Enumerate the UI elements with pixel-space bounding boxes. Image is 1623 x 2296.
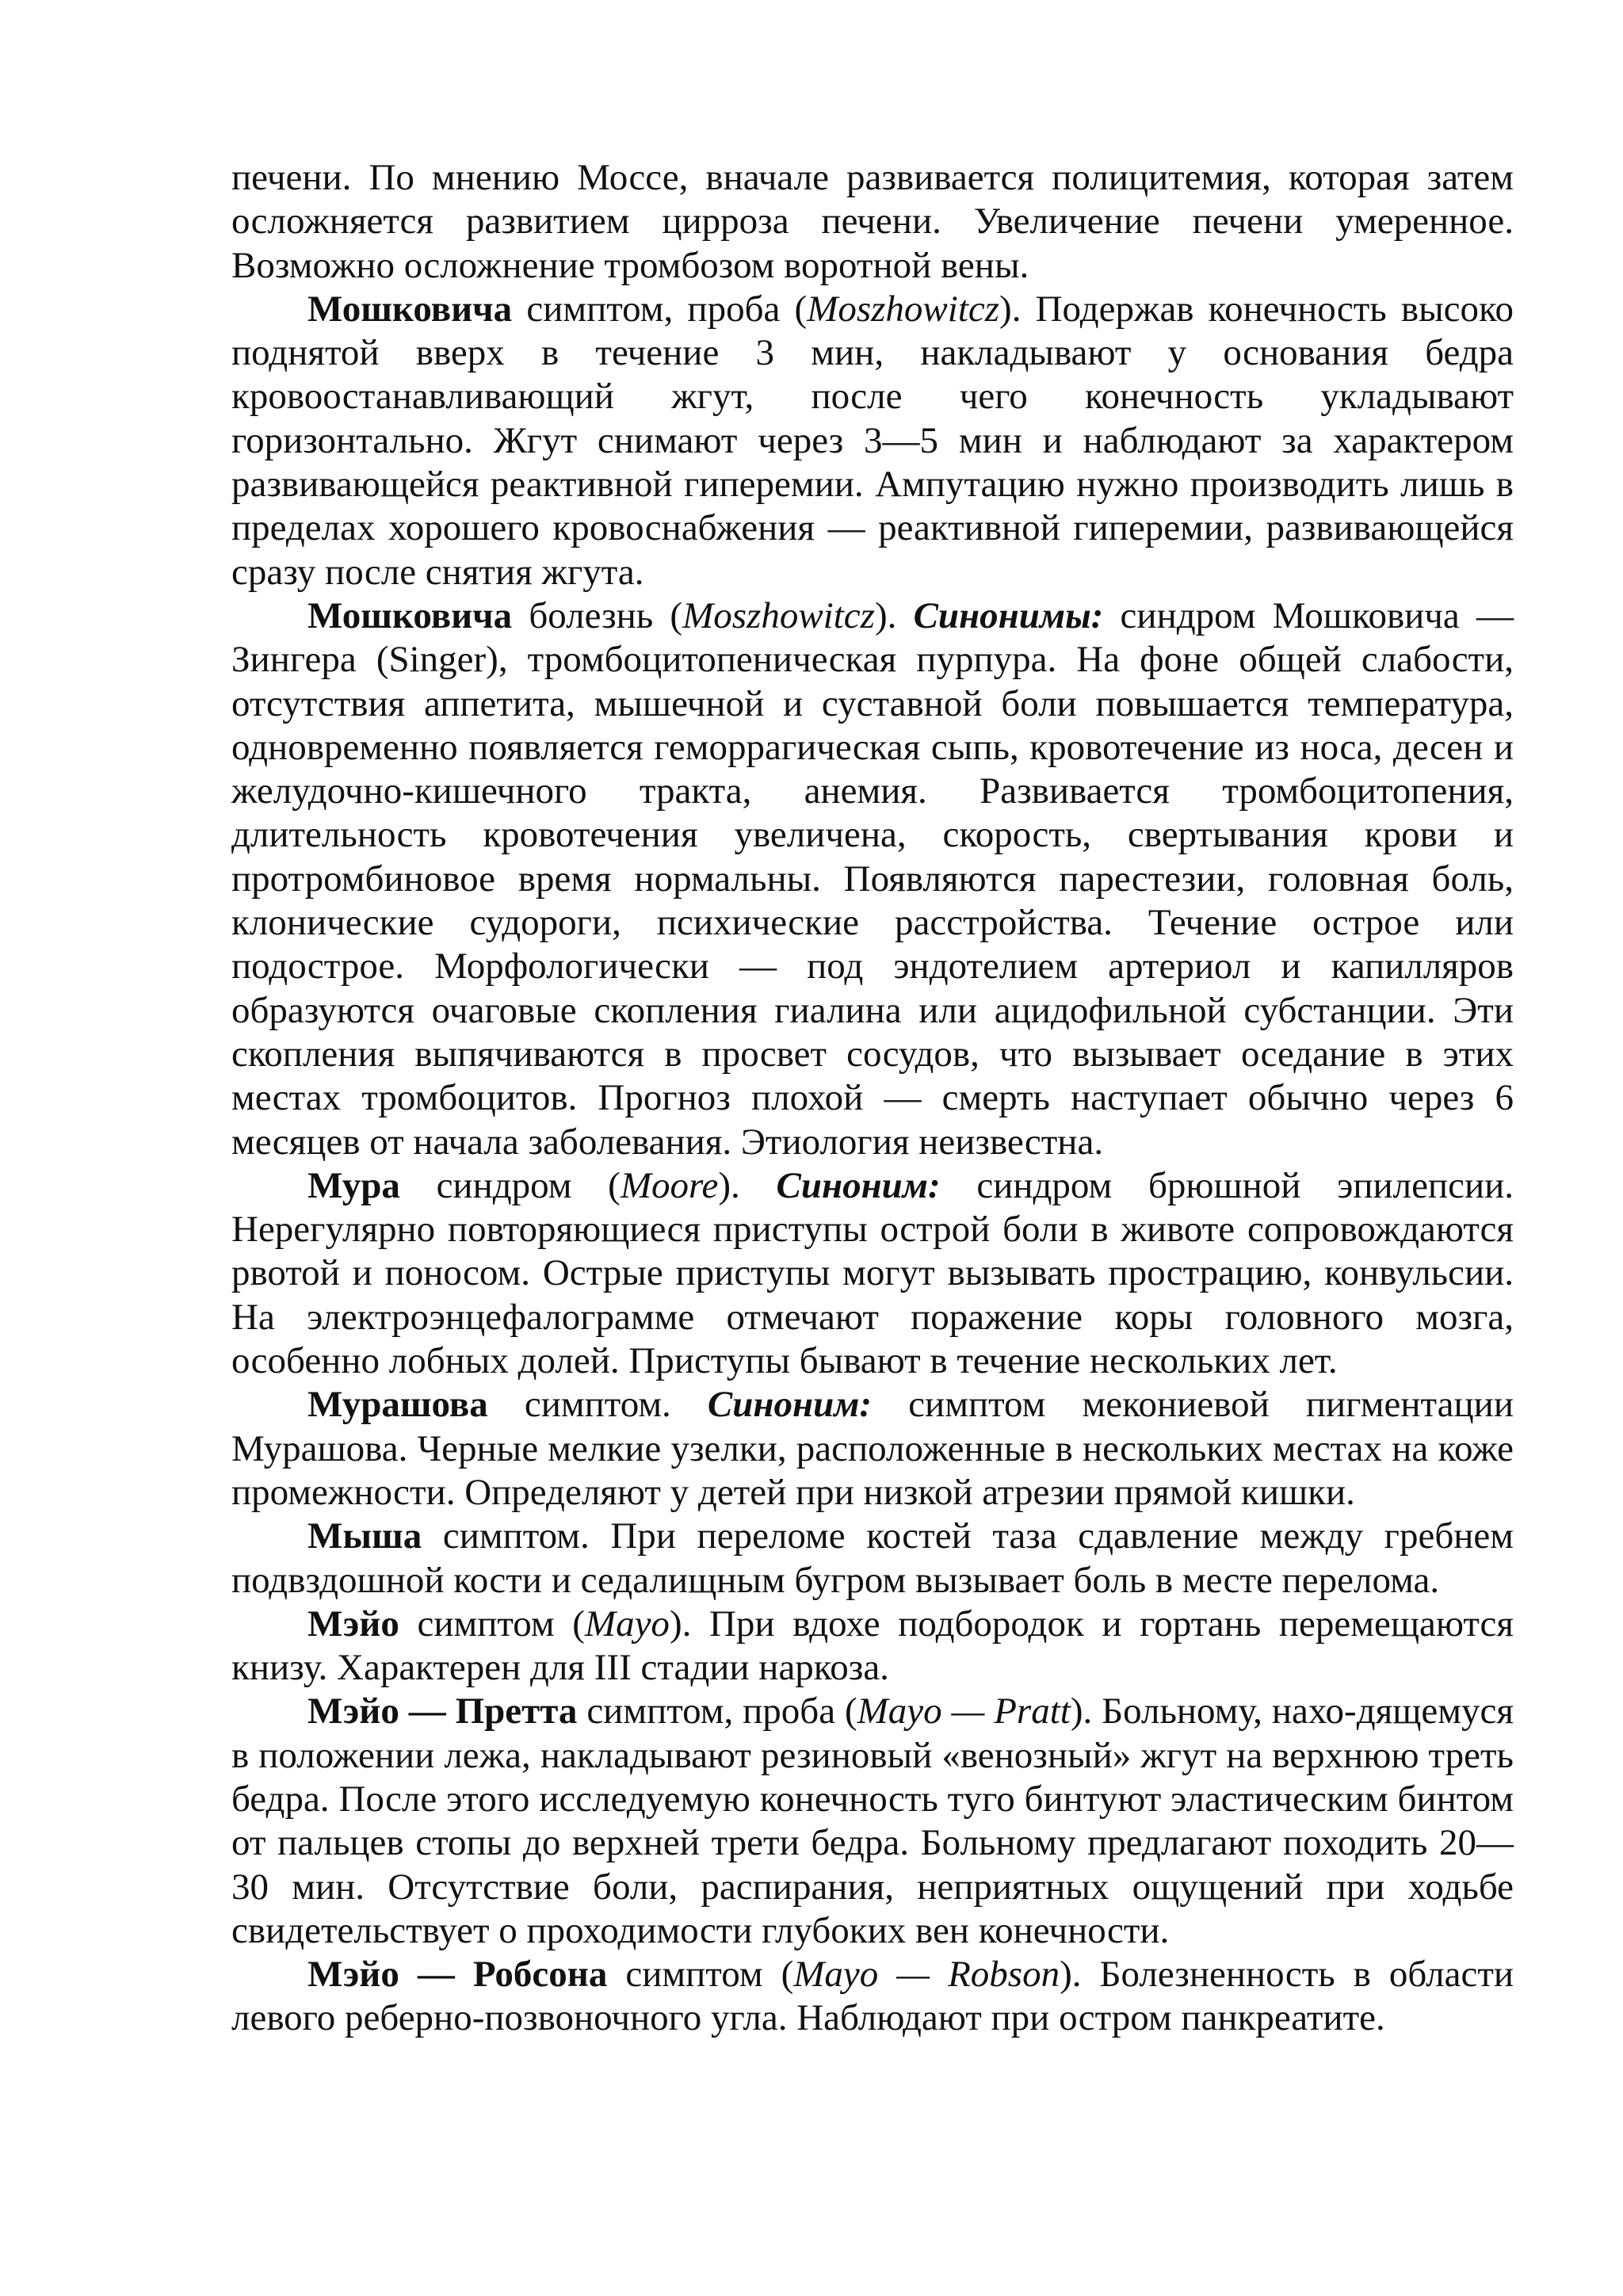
paragraph-moszkowicz-disease <box>231 594 1514 1164</box>
latin-name: Mayo — Pratt <box>857 1690 1071 1733</box>
paragraph-mayo-pratt <box>231 1690 1514 1953</box>
latin-name: Moore <box>620 1164 719 1206</box>
latin-name: Mayo <box>584 1603 670 1645</box>
paragraph-text: болезнь ( <box>512 594 683 636</box>
paragraph-text: симптом мекониевой пигментации Мурашова. Черные мелкие узелки, расположенные в нескольких местах на коже промежности. Определяют у детей при низкой атрезии прямой кишки. <box>231 1384 1514 1513</box>
document-page <box>231 156 1514 2041</box>
entry-term: Мыша <box>307 1515 422 1557</box>
latin-name: Mayo — Robson <box>793 1954 1060 1996</box>
paragraph-text: ). Подержав конечность высоко поднятой вверх в течение 3 мин, накладывают у основания бедра кровоостанавливающий жгут, после чего конечность укладывают горизонтально. Жгут снимают через 3—5 мин и наблюдают за характером развивающейся реактивной гиперемии. Ампутацию нужно производить лишь в пределах хорошего кровоснабжения — реактивной гиперемии, развивающейся сразу после снятия жгута. <box>231 288 1514 593</box>
paragraph-mayo-robson <box>231 1953 1514 2041</box>
paragraph-text: синдром Мошковича — Зингера (Singer), тромбоцитопеническая пурпура. На фоне общей слабости, отсутствия аппетита, мышечной и суставной боли повышается температура, одновременно появляется геморрагическая сыпь, кровотечение из носа, десен и желудочно-кишечного тракта, анемия. Развивается тромбоцитопения, длительность кровотечения увеличена, скорость, свертывания крови и протромбиновое время нормальны. Появляются парестезии, головная боль, клонические судороги, психические расстройства. Течение острое или подострое. Морфологически — под эндотелием артериол и капилляров образуются очаговые скопления гиалина или ацидофильной субстанции. Эти скопления выпячиваются в просвет сосудов, что вызывает оседание в этих местах тромбоцитов. Прогноз плохой — смерть наступает обычно через 6 месяцев от начала заболевания. Этиология неизвестна. <box>231 594 1514 1163</box>
synonym-label: Синонимы: <box>913 594 1104 636</box>
paragraph-murashov-symptom <box>231 1383 1514 1515</box>
paragraph-text: симптом ( <box>607 1954 794 1996</box>
entry-term: Мэйо — Претта <box>307 1690 578 1733</box>
paragraph-liver-continuation <box>231 156 1514 288</box>
latin-name: Moszhowitcz <box>807 288 1000 330</box>
paragraph-text: ). <box>718 1164 777 1206</box>
paragraph-text: симптом ( <box>399 1603 585 1645</box>
entry-term: Мура <box>307 1164 400 1206</box>
synonym-label: Синоним: <box>776 1164 941 1206</box>
entry-term: Мэйо <box>307 1603 399 1645</box>
paragraph-text: синдром брюшной эпилепсии. Нерегулярно повторяющиеся приступы острой боли в животе сопровождаются рвотой и поносом. Острые приступы могут вызывать прострацию, конвульсии. На электроэнцефалограмме отмечают поражение коры головного мозга, особенно лобных долей. Приступы бывают в течение нескольких лет. <box>231 1164 1514 1382</box>
paragraph-text: ). <box>874 594 914 636</box>
paragraph-text: ). Болезненность в области левого реберно-позвоночного угла. Наблюдают при остром панкреатите. <box>231 1954 1514 2039</box>
entry-term: Мошковича <box>307 594 513 636</box>
paragraph-mayo-symptom <box>231 1603 1514 1690</box>
entry-term: Мурашова <box>307 1384 488 1426</box>
paragraph-text: печени. По мнению Моссе, вначале развивается полицитемия, которая затем осложняется развитием цирроза печени. Увеличение печени умеренное. Возможно осложнение тромбозом воротной вены. <box>231 157 1514 286</box>
paragraph-mysh-symptom <box>231 1515 1514 1603</box>
paragraph-text: ). При вдохе подбородок и гортань перемещаются книзу. Характерен для III стадии наркоза. <box>231 1603 1514 1689</box>
paragraph-moore-syndrome <box>231 1164 1514 1383</box>
synonym-label: Синоним: <box>707 1384 873 1426</box>
paragraph-text: симптом. При переломе костей таза сдавление между гребнем подвздошной кости и седалищным бугром вызывает боль в месте перелома. <box>231 1515 1514 1601</box>
entry-term: Мошковича <box>307 288 513 330</box>
entry-term: Мэйо — Робсона <box>307 1954 608 1996</box>
paragraph-text: ). Больному, нахо-дящемуся в положении лежа, накладывают резиновый «венозный» жгут на верхнюю треть бедра. После этого исследуемую конечность туго бинтуют эластическим бинтом от пальцев стопы до верхней трети бедра. Больному предлагают походить 20—30 мин. Отсутствие боли, распирания, неприятных ощущений при ходьбе свидетельствует о проходимости глубоких вен конечности. <box>231 1690 1514 1951</box>
paragraph-text: симптом. <box>487 1384 708 1426</box>
paragraph-moszkowicz-symptom <box>231 288 1514 594</box>
paragraph-text: симптом, проба ( <box>512 288 808 330</box>
paragraph-text: синдром ( <box>399 1164 621 1206</box>
paragraph-text: симптом, проба ( <box>577 1690 857 1733</box>
latin-name: Moszhowitcz <box>682 594 875 636</box>
